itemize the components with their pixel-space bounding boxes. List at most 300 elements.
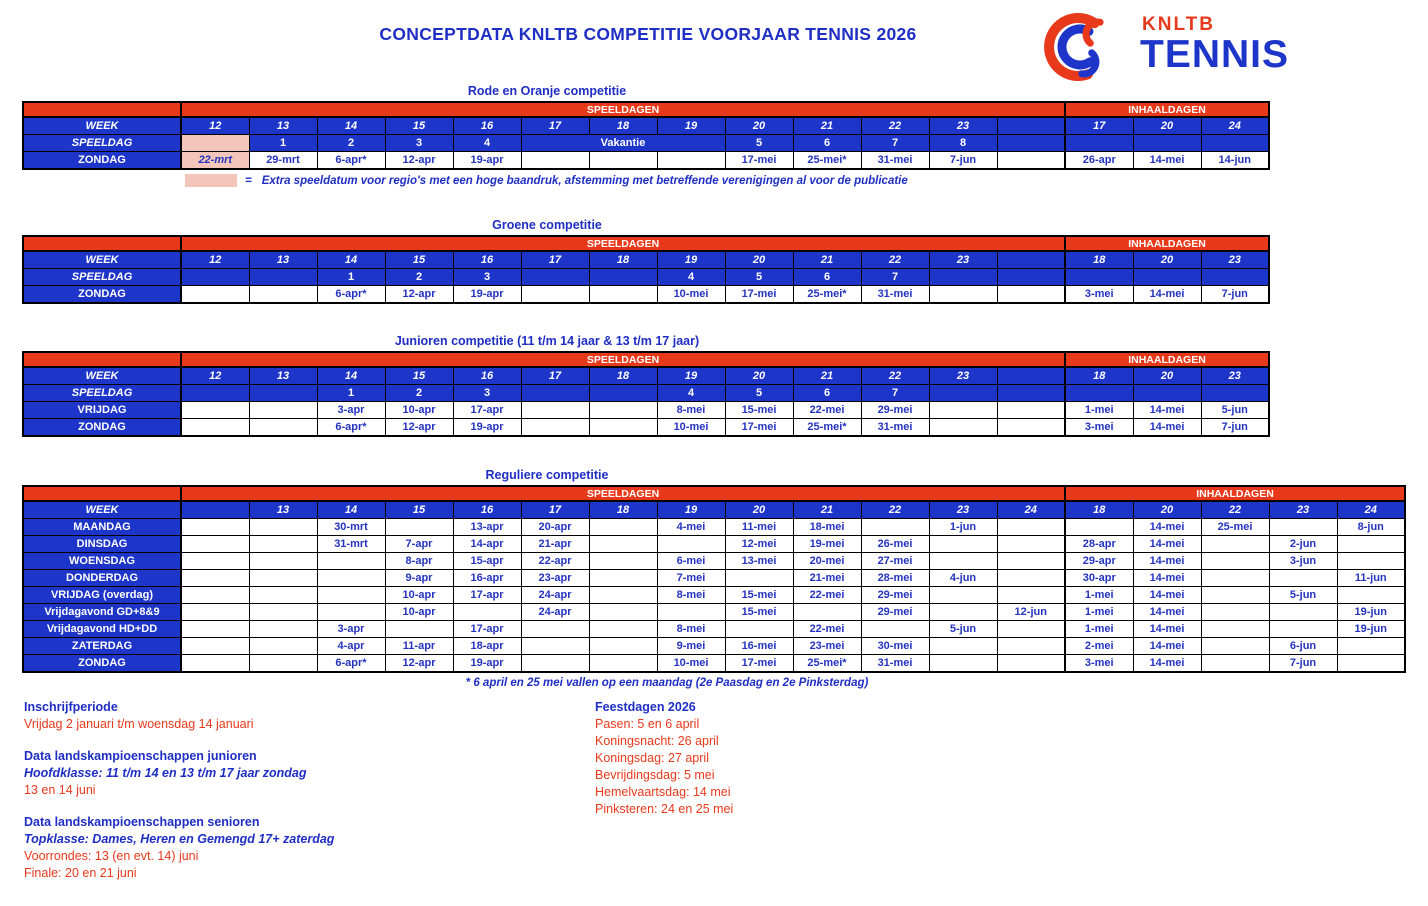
speeldag-cell: 2 — [385, 385, 453, 402]
speeldag-cell — [181, 269, 249, 286]
table-row — [23, 519, 1405, 536]
speeldag-cell — [521, 385, 589, 402]
text-section — [24, 814, 584, 882]
table-row — [23, 570, 1405, 587]
inhaal-week-cell: 20 — [1133, 117, 1201, 135]
date-cell: 17-apr — [453, 402, 521, 419]
section-line: Koningsdag: 27 april — [595, 751, 709, 765]
date-cell: 19-apr — [453, 655, 521, 673]
table-title: Rode en Oranje competitie — [467, 84, 627, 98]
inhaal-cell: 1-mei — [1065, 604, 1133, 621]
bottom-right-column — [595, 699, 1025, 833]
week-cell — [181, 501, 249, 519]
inhaal-cell: 11-jun — [1337, 570, 1405, 587]
date-cell: 3-apr — [317, 621, 385, 638]
text-section — [595, 699, 1025, 818]
date-cell — [317, 570, 385, 587]
table-row — [23, 638, 1405, 655]
table-row — [23, 385, 1269, 402]
corner-cell — [23, 486, 181, 501]
speeldag-cell — [929, 269, 997, 286]
speeldag-cell: 7 — [861, 269, 929, 286]
date-cell: 13-mei — [725, 553, 793, 570]
week-cell: 14 — [317, 251, 385, 269]
inhaaldagen-header: INHAALDAGEN — [1065, 102, 1269, 117]
speeldag-cell: 2 — [317, 135, 385, 152]
separator-cell — [997, 385, 1065, 402]
date-cell — [521, 655, 589, 673]
week-cell: 20 — [725, 501, 793, 519]
date-cell: 29-mrt — [249, 152, 317, 170]
date-cell — [929, 536, 997, 553]
week-cell: 13 — [249, 367, 317, 385]
separator-cell — [997, 152, 1065, 170]
date-cell — [385, 519, 453, 536]
inhaal-cell: 1-mei — [1065, 402, 1133, 419]
date-cell: 15-mei — [725, 402, 793, 419]
week-cell: 15 — [385, 251, 453, 269]
week-cell: 17 — [521, 251, 589, 269]
table-row — [23, 286, 1269, 304]
speeldag-cell: 6 — [793, 135, 861, 152]
inhaal-week-cell: 24 — [1201, 117, 1269, 135]
date-cell — [521, 419, 589, 437]
date-cell — [181, 604, 249, 621]
date-cell — [181, 519, 249, 536]
date-cell — [589, 621, 657, 638]
speeldag-cell: 7 — [861, 385, 929, 402]
week-cell: 18 — [589, 501, 657, 519]
inhaaldagen-header: INHAALDAGEN — [1065, 486, 1405, 501]
week-cell: 16 — [453, 367, 521, 385]
inhaal-cell — [1337, 553, 1405, 570]
date-cell — [589, 570, 657, 587]
knltb-logo — [1040, 6, 1290, 88]
date-cell — [453, 604, 521, 621]
inhaal-cell: 3-mei — [1065, 655, 1133, 673]
date-cell — [521, 152, 589, 170]
week-cell: 13 — [249, 501, 317, 519]
inhaal-cell — [1269, 519, 1337, 536]
inhaal-week-cell: 22 — [1201, 501, 1269, 519]
inhaal-week-cell: 23 — [1201, 367, 1269, 385]
speeldag-cell — [181, 385, 249, 402]
inhaal-cell: 14-mei — [1133, 570, 1201, 587]
speeldag-cell: 6 — [793, 385, 861, 402]
table-title: Junioren competitie (11 t/m 14 jaar & 13 t/m 17 jaar) — [394, 334, 700, 348]
date-cell — [725, 570, 793, 587]
date-cell: 25-mei* — [793, 419, 861, 437]
inhaal-cell: 2-jun — [1269, 536, 1337, 553]
inhaal-week-cell: 18 — [1065, 501, 1133, 519]
week-cell: 23 — [929, 117, 997, 135]
inhaal-cell: 14-jun — [1201, 152, 1269, 170]
speeldag-cell — [589, 385, 657, 402]
date-cell: 11-mei — [725, 519, 793, 536]
date-cell: 8-apr — [385, 553, 453, 570]
inhaal-cell — [1201, 587, 1269, 604]
date-cell: 25-mei* — [793, 286, 861, 304]
date-cell — [249, 655, 317, 673]
inhaal-cell: 2-mei — [1065, 638, 1133, 655]
week-cell: 17 — [521, 501, 589, 519]
section-line: Pasen: 5 en 6 april — [595, 717, 700, 731]
speeldag-cell: 1 — [317, 269, 385, 286]
date-cell: 6-apr* — [317, 286, 385, 304]
equals-sign: = — [245, 174, 252, 187]
table-block-junioren — [22, 334, 1270, 437]
inhaal-cell: 8-jun — [1337, 519, 1405, 536]
section-title: Data landskampioenschappen junioren — [24, 749, 257, 763]
date-cell: 31-mei — [861, 655, 929, 673]
week-cell: 16 — [453, 117, 521, 135]
text-section — [24, 699, 584, 733]
date-cell: 17-apr — [453, 621, 521, 638]
date-cell: 23-apr — [521, 570, 589, 587]
week-cell: 22 — [861, 501, 929, 519]
speeldag-cell: 2 — [385, 269, 453, 286]
week-cell: 17 — [521, 117, 589, 135]
inhaal-week-cell: 18 — [1065, 367, 1133, 385]
logo-knltb-text: KNLTB — [1142, 14, 1215, 35]
section-line: Hoofdklasse: 11 t/m 14 en 13 t/m 17 jaar zondag — [24, 766, 307, 780]
separator-cell — [997, 251, 1065, 269]
inhaal-cell: 1-mei — [1065, 621, 1133, 638]
row-label: MAANDAG — [23, 519, 181, 536]
date-cell — [929, 655, 997, 673]
date-cell — [929, 419, 997, 437]
week-cell: 21 — [793, 117, 861, 135]
date-cell: 12-apr — [385, 286, 453, 304]
separator-cell — [997, 117, 1065, 135]
corner-cell — [23, 236, 181, 251]
date-cell — [181, 587, 249, 604]
date-cell — [181, 286, 249, 304]
inhaaldagen-header: INHAALDAGEN — [1065, 352, 1269, 367]
row-label: VRIJDAG — [23, 402, 181, 419]
date-cell: 12-mei — [725, 536, 793, 553]
date-cell — [657, 536, 725, 553]
date-cell: 27-mei — [861, 553, 929, 570]
date-cell — [861, 519, 929, 536]
date-cell — [589, 638, 657, 655]
row-label: Vrijdagavond HD+DD — [23, 621, 181, 638]
table-block-rode-oranje — [22, 84, 1270, 187]
speeldag-cell — [181, 135, 249, 152]
inhaal-cell — [1065, 269, 1133, 286]
date-cell: 16-apr — [453, 570, 521, 587]
date-cell: 18-apr — [453, 638, 521, 655]
week-cell: 20 — [725, 117, 793, 135]
date-cell: 20-apr — [521, 519, 589, 536]
week-cell: 24 — [997, 501, 1065, 519]
date-cell: 24-apr — [521, 604, 589, 621]
row-label: ZATERDAG — [23, 638, 181, 655]
inhaal-cell: 19-jun — [1337, 604, 1405, 621]
schedule-table — [22, 351, 1270, 437]
table-row — [23, 621, 1405, 638]
date-cell: 11-apr — [385, 638, 453, 655]
inhaal-cell: 14-mei — [1133, 655, 1201, 673]
speeldag-cell: 7 — [861, 135, 929, 152]
table-row — [23, 402, 1269, 419]
date-cell: 30-mrt — [317, 519, 385, 536]
schedule-table — [22, 485, 1406, 673]
date-cell: 26-mei — [861, 536, 929, 553]
inhaal-cell: 14-mei — [1133, 419, 1201, 437]
date-cell: 10-mei — [657, 419, 725, 437]
date-cell — [181, 402, 249, 419]
speeldag-cell: 8 — [929, 135, 997, 152]
date-cell — [249, 621, 317, 638]
inhaal-cell: 25-mei — [1201, 519, 1269, 536]
row-label: ZONDAG — [23, 152, 181, 170]
section-line: Finale: 20 en 21 juni — [24, 866, 137, 880]
section-line: Voorrondes: 13 (en evt. 14) juni — [24, 849, 199, 863]
date-cell: 14-apr — [453, 536, 521, 553]
speeldagen-header: SPEELDAGEN — [181, 236, 1065, 251]
inhaal-cell — [1201, 621, 1269, 638]
inhaal-cell — [1337, 655, 1405, 673]
date-cell — [521, 621, 589, 638]
week-cell: 14 — [317, 501, 385, 519]
date-cell: 31-mei — [861, 152, 929, 170]
date-cell: 23-mei — [793, 638, 861, 655]
date-cell — [589, 536, 657, 553]
speeldag-cell: 4 — [453, 135, 521, 152]
page-title: CONCEPTDATA KNLTB COMPETITIE VOORJAAR TENNIS 2026 — [379, 24, 917, 44]
speeldag-cell: 6 — [793, 269, 861, 286]
week-cell: 22 — [861, 117, 929, 135]
table-footnote — [185, 174, 1270, 187]
date-cell: 29-mei — [861, 587, 929, 604]
inhaal-cell — [1065, 385, 1133, 402]
section-line: Topklasse: Dames, Heren en Gemengd 17+ zaterdag — [24, 832, 335, 846]
date-cell: 22-mei — [793, 587, 861, 604]
header-row — [23, 352, 1269, 367]
inhaal-week-cell: 18 — [1065, 251, 1133, 269]
inhaal-cell: 14-mei — [1133, 587, 1201, 604]
inhaal-cell: 29-apr — [1065, 553, 1133, 570]
date-cell: 16-mei — [725, 638, 793, 655]
inhaaldagen-header: INHAALDAGEN — [1065, 236, 1269, 251]
date-cell — [181, 536, 249, 553]
inhaal-week-cell: 23 — [1201, 251, 1269, 269]
date-cell — [589, 587, 657, 604]
inhaal-week-cell: 20 — [1133, 501, 1201, 519]
inhaal-cell — [1133, 135, 1201, 152]
inhaal-cell: 6-jun — [1269, 638, 1337, 655]
row-label: SPEELDAG — [23, 385, 181, 402]
date-cell — [725, 621, 793, 638]
date-cell: 22-mei — [793, 402, 861, 419]
inhaal-cell — [1133, 269, 1201, 286]
week-cell: 20 — [725, 367, 793, 385]
date-cell — [589, 152, 657, 170]
week-cell: 14 — [317, 367, 385, 385]
inhaal-cell — [1201, 135, 1269, 152]
date-cell — [181, 621, 249, 638]
week-cell: 19 — [657, 117, 725, 135]
section-title: Inschrijfperiode — [24, 700, 118, 714]
speeldag-cell — [249, 269, 317, 286]
date-cell: 12-apr — [385, 655, 453, 673]
date-cell: 6-apr* — [317, 655, 385, 673]
week-cell: 21 — [793, 251, 861, 269]
week-cell: 19 — [657, 501, 725, 519]
week-cell: 21 — [793, 367, 861, 385]
week-cell: 23 — [929, 367, 997, 385]
date-cell: 8-mei — [657, 402, 725, 419]
inhaal-cell: 14-mei — [1133, 536, 1201, 553]
date-cell — [929, 553, 997, 570]
schedule-table — [22, 235, 1270, 304]
corner-cell — [23, 352, 181, 367]
inhaal-week-cell: 17 — [1065, 117, 1133, 135]
date-cell — [657, 604, 725, 621]
week-cell: 15 — [385, 117, 453, 135]
week-cell: 15 — [385, 367, 453, 385]
date-cell: 17-mei — [725, 655, 793, 673]
row-label: Vrijdagavond GD+8&9 — [23, 604, 181, 621]
date-cell: 9-apr — [385, 570, 453, 587]
table-title: Groene competitie — [492, 218, 602, 232]
week-cell: 16 — [453, 251, 521, 269]
date-cell — [589, 419, 657, 437]
week-cell: 18 — [589, 367, 657, 385]
row-label: DONDERDAG — [23, 570, 181, 587]
speeldag-cell: 3 — [453, 269, 521, 286]
week-cell: 22 — [861, 251, 929, 269]
speeldag-cell: 5 — [725, 269, 793, 286]
inhaal-week-cell: 20 — [1133, 367, 1201, 385]
date-cell: 17-apr — [453, 587, 521, 604]
table-block-reguliere — [22, 468, 1406, 689]
date-cell — [317, 553, 385, 570]
week-label: WEEK — [23, 251, 181, 269]
table-footnote: * 6 april en 25 mei vallen op een maandag (2e Paasdag en 2e Pinksterdag) — [465, 677, 869, 689]
date-cell: 10-mei — [657, 655, 725, 673]
date-cell — [997, 638, 1065, 655]
section-line: Bevrijdingsdag: 5 mei — [595, 768, 715, 782]
inhaal-cell: 14-mei — [1133, 621, 1201, 638]
inhaal-week-cell: 23 — [1269, 501, 1337, 519]
table-row — [23, 135, 1269, 152]
date-cell: 3-apr — [317, 402, 385, 419]
week-cell: 20 — [725, 251, 793, 269]
table-row — [23, 553, 1405, 570]
date-cell: 31-mei — [861, 286, 929, 304]
week-row — [23, 501, 1405, 519]
date-cell: 6-apr* — [317, 152, 385, 170]
week-cell: 22 — [861, 367, 929, 385]
date-cell — [521, 638, 589, 655]
separator-cell — [997, 286, 1065, 304]
footnote-text: Extra speeldatum voor regio's met een hoge baandruk, afstemming met betreffende verenigingen al voor de publicatie — [261, 174, 908, 187]
section-line: Hemelvaartsdag: 14 mei — [595, 785, 731, 799]
inhaal-cell — [1337, 587, 1405, 604]
header-row — [23, 236, 1269, 251]
separator-cell — [997, 367, 1065, 385]
bottom-left-column — [24, 699, 584, 897]
date-cell — [997, 536, 1065, 553]
date-cell: 19-mei — [793, 536, 861, 553]
separator-cell — [997, 269, 1065, 286]
date-cell: 22-mrt — [181, 152, 249, 170]
date-cell — [589, 402, 657, 419]
date-cell: 13-apr — [453, 519, 521, 536]
week-label: WEEK — [23, 117, 181, 135]
date-cell — [793, 604, 861, 621]
table-block-groene — [22, 218, 1270, 304]
inhaal-cell — [1201, 269, 1269, 286]
date-cell: 19-apr — [453, 152, 521, 170]
inhaal-cell — [1201, 536, 1269, 553]
inhaal-cell: 28-apr — [1065, 536, 1133, 553]
date-cell: 31-mei — [861, 419, 929, 437]
date-cell: 7-apr — [385, 536, 453, 553]
date-cell: 9-mei — [657, 638, 725, 655]
inhaal-cell — [1065, 135, 1133, 152]
date-cell — [181, 570, 249, 587]
week-cell: 14 — [317, 117, 385, 135]
inhaal-cell — [1201, 638, 1269, 655]
week-cell: 13 — [249, 117, 317, 135]
row-label: DINSDAG — [23, 536, 181, 553]
inhaal-cell — [1201, 655, 1269, 673]
date-cell: 17-mei — [725, 286, 793, 304]
inhaal-cell — [1065, 519, 1133, 536]
week-cell: 12 — [181, 367, 249, 385]
date-cell: 4-apr — [317, 638, 385, 655]
week-cell: 19 — [657, 367, 725, 385]
date-cell: 21-mei — [793, 570, 861, 587]
date-cell — [249, 536, 317, 553]
inhaal-cell: 3-mei — [1065, 286, 1133, 304]
date-cell: 15-mei — [725, 587, 793, 604]
speeldag-cell: 5 — [725, 385, 793, 402]
section-line: Pinksteren: 24 en 25 mei — [595, 802, 734, 816]
inhaal-cell — [1201, 553, 1269, 570]
header-row — [23, 486, 1405, 501]
inhaal-cell: 19-jun — [1337, 621, 1405, 638]
inhaal-cell: 7-jun — [1269, 655, 1337, 673]
week-label: WEEK — [23, 501, 181, 519]
week-row — [23, 367, 1269, 385]
row-label: ZONDAG — [23, 655, 181, 673]
section-line: Koningsnacht: 26 april — [595, 734, 719, 748]
date-cell — [385, 621, 453, 638]
date-cell — [317, 587, 385, 604]
row-label: WOENSDAG — [23, 553, 181, 570]
week-row — [23, 251, 1269, 269]
speeldag-cell: 3 — [385, 135, 453, 152]
date-cell — [249, 604, 317, 621]
date-cell — [589, 604, 657, 621]
speeldagen-header: SPEELDAGEN — [181, 352, 1065, 367]
date-cell: 17-mei — [725, 419, 793, 437]
date-cell: 25-mei* — [793, 655, 861, 673]
logo-tennis-text: TENNIS — [1140, 33, 1290, 76]
date-cell — [997, 553, 1065, 570]
inhaal-cell — [1269, 621, 1337, 638]
speeldag-cell — [929, 385, 997, 402]
speeldag-cell: 4 — [657, 385, 725, 402]
section-title: Feestdagen 2026 — [595, 700, 696, 714]
week-cell: 15 — [385, 501, 453, 519]
section-line: Vrijdag 2 januari t/m woensdag 14 januari — [24, 717, 254, 731]
schedule-table — [22, 101, 1270, 170]
